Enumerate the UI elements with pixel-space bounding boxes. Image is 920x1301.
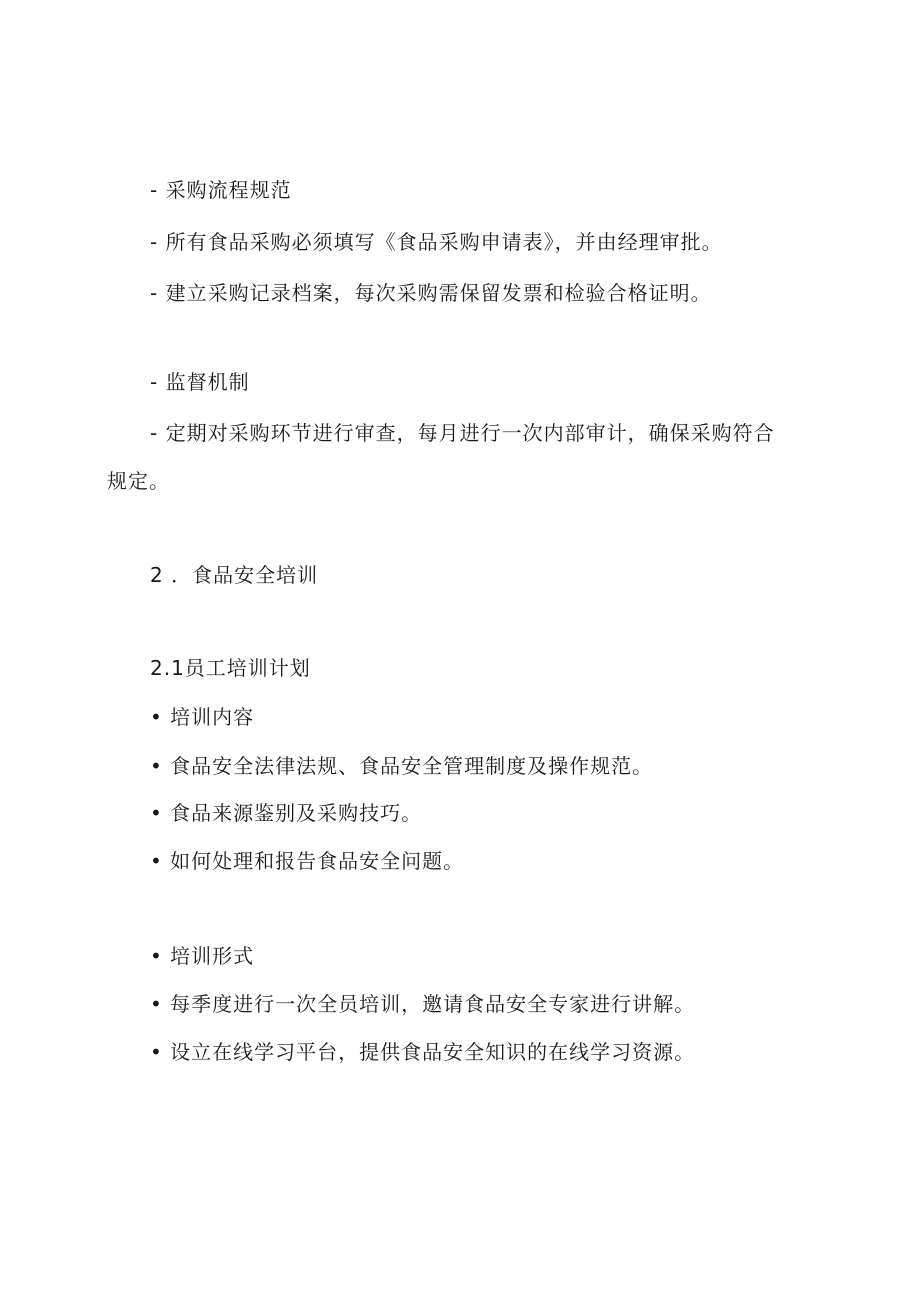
- training-format-heading: • 培训形式: [150, 944, 255, 968]
- procurement-process-item: - 建立采购记录档案，每次采购需保留发票和检验合格证明。: [150, 281, 712, 305]
- procurement-process-heading: - 采购流程规范: [150, 178, 292, 202]
- training-format-item: • 设立在线学习平台，提供食品安全知识的在线学习资源。: [150, 1040, 696, 1064]
- subsection-2-1-title: 2.1员工培训计划: [150, 656, 311, 680]
- training-format-item: • 每季度进行一次全员培训，邀请食品安全专家进行讲解。: [150, 992, 696, 1016]
- procurement-process-item: - 所有食品采购必须填写《食品采购申请表》，并由经理审批。: [150, 230, 723, 254]
- training-content-heading: • 培训内容: [150, 705, 255, 729]
- section-2-title: 2 ．食品安全培训: [150, 563, 319, 587]
- supervision-item-line1: - 定期对采购环节进行审查，每月进行一次内部审计，确保采购符合: [150, 421, 775, 445]
- training-content-item: • 食品安全法律法规、食品安全管理制度及操作规范。: [150, 754, 654, 778]
- training-content-item: • 如何处理和报告食品安全问题。: [150, 849, 465, 873]
- training-content-item: • 食品来源鉴别及采购技巧。: [150, 801, 423, 825]
- supervision-heading: - 监督机制: [150, 370, 250, 394]
- supervision-item-line2: 规定。: [107, 469, 170, 493]
